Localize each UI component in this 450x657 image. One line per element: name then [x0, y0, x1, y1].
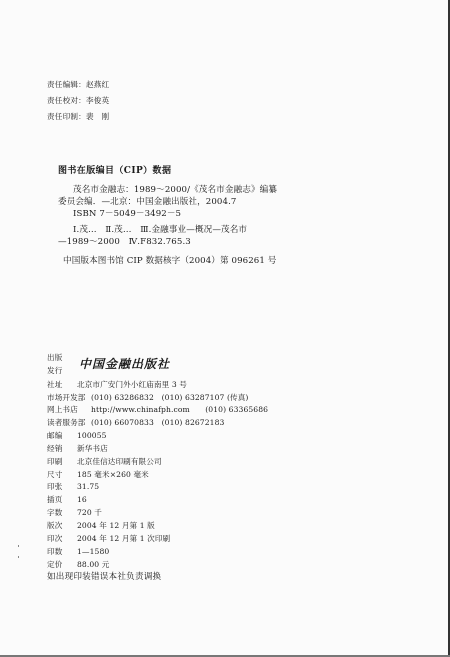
cip-line-2: 委员会编．—北京：中国金融出版社，2004.7: [58, 197, 237, 207]
publisher-info-row: [47, 430, 107, 441]
publisher-info-row: [47, 520, 155, 531]
publisher-info-value: 2004 年 12 月第 1 版: [77, 521, 155, 530]
publisher-info-row: [47, 379, 187, 390]
publisher-info-value: 新华书店: [77, 444, 108, 453]
publisher-info-row: [47, 494, 87, 505]
publisher-info-row: [47, 533, 170, 544]
credit-editor-name: 赵燕红: [85, 80, 110, 89]
publisher-info-label: 印次: [47, 534, 63, 543]
publisher-info-value: 31.75: [77, 482, 100, 491]
publisher-info-label: 经销: [47, 444, 63, 453]
publisher-info-label: 插页: [47, 495, 63, 504]
publisher-info-label: 邮编: [47, 431, 63, 440]
replacement-notice: 如出现印装错误本社负责调换: [47, 572, 162, 582]
publisher-logo: 中国金融出版社: [79, 357, 171, 371]
publisher-info-value: (010) 66070833 (010) 82672183: [91, 418, 225, 427]
publisher-info-value: 88.00 元: [77, 560, 110, 569]
credit-printing-label: 责任印制：: [47, 112, 86, 121]
publisher-info-row: [47, 417, 224, 428]
publisher-info-value: 北京市广安门外小红庙南里 3 号: [77, 380, 187, 389]
credit-editor-label: 责任编辑：: [47, 80, 86, 89]
publisher-info-value: 北京佳信达印刷有限公司: [77, 457, 162, 466]
cip-title: 图书在版编目（CIP）数据: [58, 166, 172, 176]
publisher-info-label: 字数: [47, 508, 63, 517]
publisher-info-row: [47, 392, 249, 403]
publisher-info-label: 印刷: [47, 457, 63, 466]
publisher-info-label: 社址: [47, 380, 63, 389]
cip-data-number: 中国版本图书馆 CIP 数据核字（2004）第 096261 号: [63, 256, 277, 266]
publisher-info-value: 2004 年 12 月第 1 次印刷: [77, 534, 171, 543]
publisher-info-value: (010) 63286832 (010) 63287107 (传真): [91, 393, 249, 402]
cip-line-4: Ⅰ.茂… Ⅱ.茂… Ⅲ.金融事业—概况—茂名市: [73, 225, 248, 235]
publisher-info-row: [47, 559, 109, 570]
publisher-info-value: 1—1580: [77, 547, 110, 556]
publisher-info-row: [47, 443, 108, 454]
publisher-info-label: 印张: [47, 482, 63, 491]
publisher-info-value: 185 毫米×260 毫米: [77, 470, 149, 479]
cip-isbn: ISBN 7－5049－3492－5: [73, 209, 182, 219]
publisher-info-row: [47, 404, 268, 415]
publisher-info-row: [47, 546, 109, 557]
publisher-info-row: [47, 469, 149, 480]
credit-proofreader: [47, 95, 109, 106]
credit-printing: [47, 111, 109, 122]
scan-speck: [18, 556, 19, 558]
publisher-info-value: http://www.chinafph.com (010) 63365686: [91, 405, 269, 414]
label-distribute: 发行: [47, 366, 63, 375]
cip-line-1: 茂名市金融志：1989～2000/《茂名市金融志》编纂: [73, 185, 278, 195]
publisher-info-row: [47, 456, 162, 467]
publisher-info-label: 市场开发部: [47, 393, 86, 402]
publisher-info-value: 100055: [77, 431, 107, 440]
cip-line-5: —1989～2000 Ⅳ.F832.765.3: [58, 237, 191, 247]
publisher-info-label: 尺寸: [47, 470, 63, 479]
publisher-info-label: 读者服务部: [47, 418, 86, 427]
publisher-info-label: 网上书店: [47, 405, 78, 414]
credit-printing-name: 裴 刚: [85, 112, 110, 121]
credit-proofreader-name: 李俊英: [85, 96, 110, 105]
publisher-info-label: 定价: [47, 560, 63, 569]
publisher-info-label: 版次: [47, 521, 63, 530]
publisher-info-label: 印数: [47, 547, 63, 556]
label-publish: 出版: [47, 353, 63, 362]
publisher-info-value: 720 千: [77, 508, 103, 517]
credit-proofreader-label: 责任校对：: [47, 96, 86, 105]
publisher-info-row: [47, 481, 99, 492]
publisher-info-row: [47, 507, 102, 518]
scan-speck: [18, 545, 19, 547]
credit-editor: [47, 79, 109, 90]
publisher-info-value: 16: [77, 495, 87, 504]
